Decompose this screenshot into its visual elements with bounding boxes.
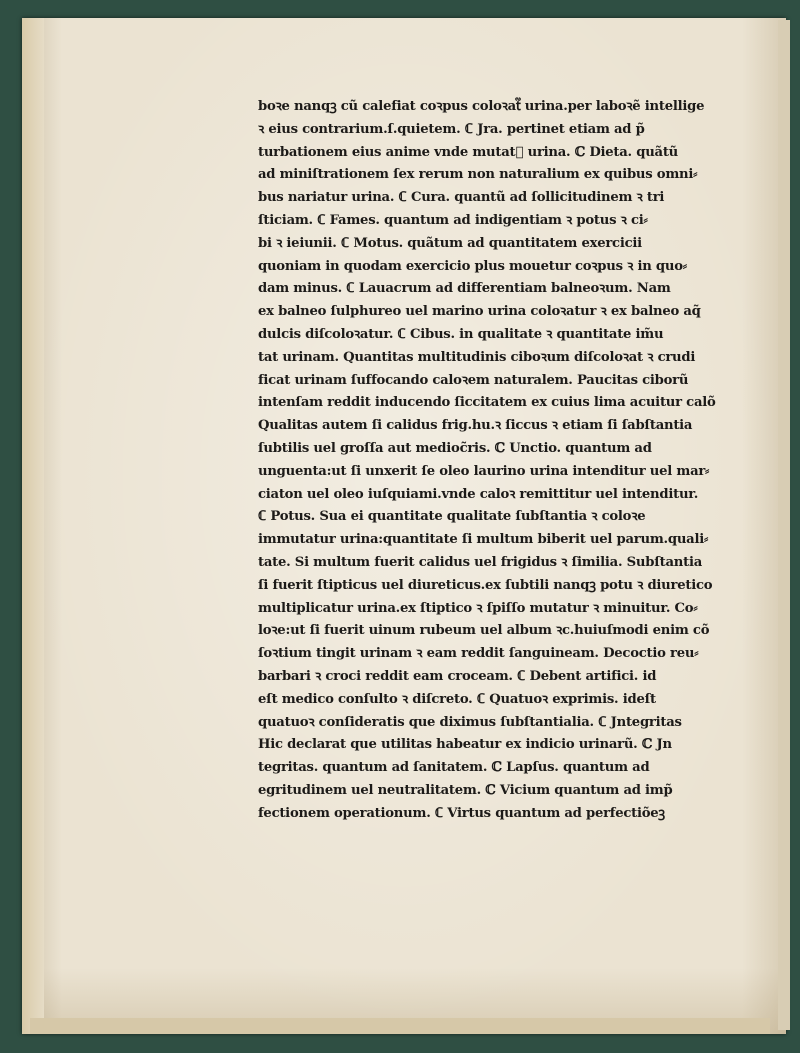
text-line: loꝛe:ut ſi fuerit uinum rubeum uel album ꝛc.huiuſmodi enim cõ: [258, 623, 710, 639]
text-line: ſi fuerit ſtipticus uel diureticus.ex ſubtili nanqꝫ potu ꝛ diuretico: [258, 577, 713, 593]
text-block: [258, 96, 738, 826]
text-line: bi ꝛ ieiunii. ℂ Motus. quãtum ad quantitatem exercicii: [258, 235, 642, 251]
text-line: ſoꝛtium tingit urinam ꝛ eam reddit ſanguineam. Decoctio reu⸗: [258, 646, 699, 662]
text-line: quoniam in quodam exercicio plus mouetur coꝛpus ꝛ in quo⸗: [258, 258, 687, 274]
text-line: ſticiam. ℂ Fames. quantum ad indigentiam ꝛ potus ꝛ ci⸗: [258, 212, 648, 228]
text-line: unguenta:ut ſi unxerit ſe oleo laurino urina intenditur uel mar⸗: [258, 463, 710, 479]
text-line: immutatur urina:quantitate ſi multum biberit uel parum.quali⸗: [258, 532, 709, 548]
text-line: ℂ Potus. Sua ei quantitate qualitate ſubſtantia ꝛ coloꝛe: [258, 509, 646, 525]
text-line: egritudinem uel neutralitatem. ℂ Vicium quantum ad imp̃: [258, 782, 673, 798]
text-line: fectionem operationum. ℂ Virtus quantum ad perfectiõeꝫ: [258, 805, 665, 821]
page-bottom-edge: [30, 1018, 770, 1034]
text-line: tat urinam. Quantitas multitudinis ciboꝛum diſcoloꝛat ꝛ crudi: [258, 349, 696, 365]
text-line: ꝛ eius contrarium.ſ.quietem. ℂ Jra. pertinet etiam ad p̃: [258, 121, 645, 137]
text-line: quatuoꝛ conſideratis que diximus ſubſtantialia. ℂ Jntegritas: [258, 714, 682, 730]
text-line: ſubtilis uel groſſa aut medioc̃ris. ℂ Unctio. quantum ad: [258, 440, 652, 456]
text-line: ciaton uel oleo iuſquiami.vnde caloꝛ remittitur uel intenditur.: [258, 486, 699, 502]
text-line: Qualitas autem ſi calidus frig.hu.ꝛ ſiccus ꝛ etiam ſi ſabſtantia: [258, 418, 693, 434]
text-line: bus nariatur urina. ℂ Cura. quantũ ad ſollicitudinem ꝛ tri: [258, 190, 665, 206]
text-line: ex balneo ſulphureo uel marino urina coloꝛatur ꝛ ex balneo aq̃: [258, 304, 701, 320]
text-line: ficat urinam ſuffocando caloꝛem naturalem. Paucitas ciborũ: [258, 372, 689, 388]
text-line: dulcis diſcoloꝛatur. ℂ Cibus. in qualitate ꝛ quantitate im̃u: [258, 326, 664, 342]
text-line: barbari ꝛ croci reddit eam croceam. ℂ Debent artifici. id: [258, 668, 657, 684]
text-line: Hic declarat que utilitas habeatur ex indicio urinarũ. ℂ Jn: [258, 737, 672, 753]
text-line: multiplicatur urina.ex ſtiptico ꝛ ſpiſſo mutatur ꝛ minuitur. Co⸗: [258, 600, 698, 616]
text-line: boꝛe nanqꝫ cũ calefiat coꝛpus coloꝛat᷑ urina.per laboꝛẽ intellige: [258, 99, 705, 114]
text-line: ad miniſtrationem ſex rerum non naturalium ex quibus omni⸗: [258, 167, 698, 183]
text-line: dam minus. ℂ Lauacrum ad differentiam balneoꝛum. Nam: [258, 281, 671, 297]
text-line: intenſam reddit inducendo ſiccitatem ex cuius lima acuitur calõ: [258, 395, 716, 411]
page-gutter: [22, 18, 44, 1034]
text-line: eſt medico conſulto ꝛ diſcreto. ℂ Quatuoꝛ exprimis. ideſt: [258, 691, 656, 707]
text-line: tegritas. quantum ad ſanitatem. ℂ Lapſus. quantum ad: [258, 760, 650, 776]
text-line: turbationem eius anime vnde mutat᷑ urina. ℂ Dieta. quãtũ: [258, 144, 679, 160]
page-edge: [778, 20, 790, 1030]
text-line: tate. Si multum fuerit calidus uel frigidus ꝛ ſimilia. Subſtantia: [258, 554, 703, 570]
